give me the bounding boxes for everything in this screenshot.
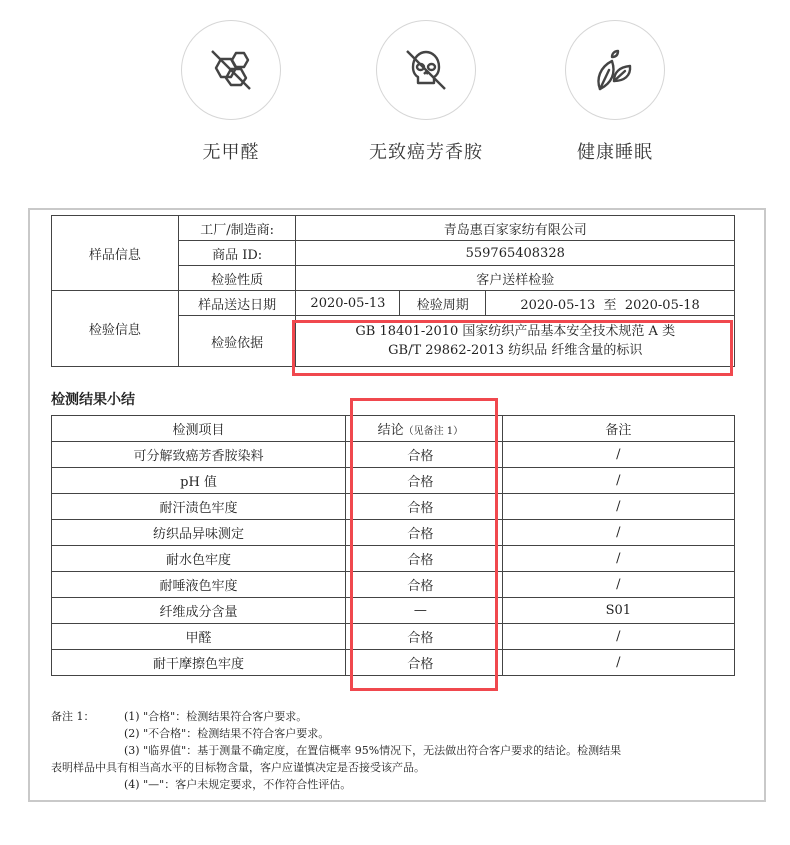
feature-circle	[376, 20, 476, 120]
result-conclusion: 合格	[346, 442, 496, 468]
send-date-label: 样品送达日期	[178, 291, 296, 316]
inspection-info-group-label: 检验信息	[52, 291, 179, 367]
result-remark: /	[502, 468, 734, 494]
no-formaldehyde-molecule-icon	[206, 45, 256, 95]
product-id-value: 559765408328	[296, 241, 735, 266]
result-remark: /	[502, 520, 734, 546]
result-remark: /	[502, 546, 734, 572]
basis-line: GB 18401-2010 国家纺织产品基本安全技术规范 A 类	[355, 324, 676, 339]
table-row	[52, 291, 735, 316]
result-conclusion: —	[346, 598, 496, 624]
result-remark: S01	[502, 598, 734, 624]
header-conclusion-text: 结论	[377, 423, 404, 438]
note-line: (1) "合格"：检测结果符合客户要求。	[124, 710, 308, 723]
results-section-title: 检测结果小结	[51, 392, 135, 408]
sample-info-group-label: 样品信息	[52, 216, 179, 291]
feature-label: 健康睡眠	[577, 142, 653, 163]
feature-circle	[565, 20, 665, 120]
note-line: 表明样品中具有相当高水平的目标物含量，客户应谨慎决定是否接受该产品。	[51, 761, 425, 774]
result-item: 纺织品异味测定	[52, 520, 346, 546]
feature-label: 无甲醛	[202, 142, 260, 163]
result-item: 耐水色牢度	[52, 546, 346, 572]
manufacturer-label: 工厂/制造商:	[178, 216, 296, 241]
feature-no-formaldehyde	[131, 20, 331, 164]
result-conclusion: 合格	[346, 494, 496, 520]
note-line: (2) "不合格"：检测结果不符合客户要求。	[124, 727, 330, 740]
manufacturer-value: 青岛惠百家家纺有限公司	[296, 216, 735, 241]
feature-label: 无致癌芳香胺	[369, 142, 483, 163]
inspection-type-label: 检验性质	[178, 266, 296, 291]
result-item: 纤维成分含量	[52, 598, 346, 624]
basis-highlight-box	[292, 320, 733, 376]
table-row	[52, 216, 735, 241]
feature-circle	[181, 20, 281, 120]
notes-prefix: 备注 1：	[51, 710, 95, 723]
inspection-type-value: 客户送样检验	[296, 266, 735, 291]
header-remark: 备注	[502, 416, 734, 442]
result-conclusion: 合格	[346, 624, 496, 650]
result-item: pH 值	[52, 468, 346, 494]
product-id-label: 商品 ID:	[178, 241, 296, 266]
no-toxic-skull-icon	[401, 45, 451, 95]
result-conclusion: 合格	[346, 520, 496, 546]
report-notes	[51, 708, 741, 793]
period-label: 检验周期	[400, 291, 486, 316]
leaves-icon	[590, 45, 640, 95]
result-item: 甲醛	[52, 624, 346, 650]
result-remark: /	[502, 572, 734, 598]
result-item: 耐唾液色牢度	[52, 572, 346, 598]
send-date-value: 2020-05-13	[296, 291, 400, 316]
result-item: 可分解致癌芳香胺染料	[52, 442, 346, 468]
feature-no-aromatic-amine	[326, 20, 526, 164]
basis-line: GB/T 29862-2013 纺织品 纤维含量的标识	[388, 343, 643, 358]
result-conclusion: 合格	[346, 468, 496, 494]
result-remark: /	[502, 494, 734, 520]
basis-label: 检验依据	[178, 316, 296, 367]
feature-healthy-sleep	[515, 20, 715, 164]
result-item: 耐干摩擦色牢度	[52, 650, 346, 676]
header-item: 检测项目	[52, 416, 346, 442]
header-conclusion-note: （见备注 1）	[403, 426, 464, 437]
result-conclusion: 合格	[346, 650, 496, 676]
result-item: 耐汗渍色牢度	[52, 494, 346, 520]
result-remark: /	[502, 442, 734, 468]
note-line: (4) "—"：客户未规定要求，不作符合性评估。	[124, 778, 352, 791]
result-conclusion: 合格	[346, 546, 496, 572]
result-remark: /	[502, 624, 734, 650]
conclusion-highlight-box	[350, 398, 498, 691]
result-remark: /	[502, 650, 734, 676]
result-conclusion: 合格	[346, 572, 496, 598]
note-line: (3) "临界值"：基于测量不确定度，在置信概率 95%情况下，无法做出符合客户要求的结论。检测结果	[124, 744, 622, 757]
period-value: 2020-05-13 至 2020-05-18	[486, 291, 735, 316]
